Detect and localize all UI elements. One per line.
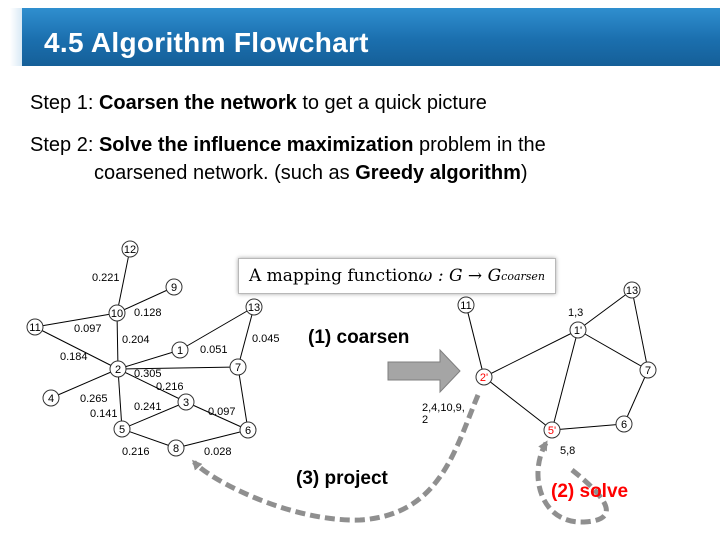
graph-node — [178, 394, 194, 410]
graph-node — [230, 359, 246, 375]
node-label: 7 — [234, 362, 242, 374]
node-label: 13 — [625, 285, 639, 297]
node-label: 13 — [247, 302, 261, 314]
coarse-node — [624, 282, 640, 298]
node-label: 11 — [29, 322, 41, 334]
step-1-prefix: Step 1: — [30, 92, 99, 114]
step-1-bold: Coarsen the network — [98, 92, 297, 114]
node-label: 6 — [244, 425, 252, 437]
edge-7-6 — [238, 367, 248, 430]
graph-node — [43, 390, 59, 406]
node-label: 8 — [172, 443, 180, 455]
edge-weight-label: 0.028 — [204, 446, 232, 458]
graph-node — [27, 319, 43, 335]
edge-weight-label: 0.216 — [122, 446, 150, 458]
node-label: 10 — [110, 308, 124, 320]
group-label-cont: 2 — [422, 414, 429, 426]
edge-weight-label: 0.141 — [90, 408, 118, 420]
graph-node — [240, 422, 256, 438]
step-2-bold: Solve the influence maximization — [98, 134, 414, 156]
coarsen-arrow — [388, 350, 460, 392]
node-label: 7 — [644, 365, 652, 377]
node-label: 6 — [620, 419, 628, 431]
edge-weight-label: 0.305 — [134, 368, 162, 380]
graph-node — [168, 440, 184, 456]
edge-weight-label: 0.045 — [252, 333, 280, 345]
node-label: 1' — [573, 325, 583, 337]
solve-label: (2) solve — [551, 481, 629, 502]
node-label: 9 — [170, 282, 178, 294]
slide-title: 4.5 Algorithm Flowchart — [44, 27, 369, 58]
edge-weight-label: 0.051 — [200, 344, 228, 356]
graph-node — [110, 361, 126, 377]
edge-weight-label: 0.241 — [134, 401, 162, 413]
coarse-node — [640, 362, 656, 378]
node-label: 2 — [114, 364, 122, 376]
graph-node — [109, 305, 125, 321]
node-label: 2' — [479, 372, 489, 384]
mapping-formula: ω : G → G — [418, 266, 502, 286]
node-label: 4 — [47, 393, 55, 405]
coarsened-graph-nodes — [458, 282, 656, 438]
edge-weight-label: 0.097 — [208, 406, 236, 418]
edge-c2-c5 — [484, 377, 552, 430]
edge-weight-label: 0.184 — [60, 351, 88, 363]
node-label: 12 — [123, 244, 137, 256]
edge-c11-c2 — [466, 305, 484, 377]
edge-c5-c6 — [552, 424, 624, 430]
step-2-suffix: problem in the — [413, 134, 546, 156]
coarse-node — [476, 369, 492, 385]
graph-node — [172, 342, 188, 358]
edge-weight-label: 0.216 — [156, 381, 184, 393]
edge-c1-c5 — [552, 330, 578, 430]
edge-weight-label: 0.128 — [134, 307, 162, 319]
edge-2-5 — [118, 369, 122, 429]
edge-c1-c7 — [578, 330, 648, 370]
edge-c13-c1 — [578, 290, 632, 330]
edge-c13-c7 — [632, 290, 648, 370]
coarse-node — [544, 422, 560, 438]
edge-c7-c6 — [624, 370, 648, 424]
graph-node — [246, 299, 262, 315]
edge-2-1 — [118, 350, 180, 369]
coarse-node — [570, 322, 586, 338]
node-label: 5 — [118, 424, 126, 436]
node-label: 11 — [460, 300, 472, 312]
coarse-node — [458, 297, 474, 313]
coarsen-label: (1) coarsen — [308, 327, 410, 348]
step-1-suffix: to get a quick picture — [296, 92, 487, 114]
edge-weight-label: 0.204 — [122, 334, 150, 346]
mapping-lead: A mapping function — [249, 266, 419, 286]
graph-node — [114, 421, 130, 437]
graph-node — [122, 241, 138, 257]
group-label: 5,8 — [560, 445, 576, 457]
project-label: (3) project — [296, 468, 388, 489]
step-2-line2-suffix: ) — [520, 162, 528, 184]
group-label: 2,4,10,9, — [422, 402, 465, 414]
edge-weight-label: 0.265 — [80, 393, 108, 405]
group-label: 1,3 — [568, 307, 584, 319]
coarse-node — [616, 416, 632, 432]
step-2-prefix: Step 2: — [30, 134, 99, 156]
coarsened-graph-edges — [466, 290, 648, 430]
node-label: 5' — [547, 425, 557, 437]
edge-weight-label: 0.097 — [74, 323, 102, 335]
graph-node — [166, 279, 182, 295]
mapping-function-box — [238, 258, 556, 294]
node-label: 3 — [182, 397, 190, 409]
edge-weight-label: 0.221 — [92, 272, 120, 284]
mapping-subscript: coarsen — [501, 269, 545, 283]
node-label: 1 — [176, 345, 184, 357]
edge-c1-c2 — [484, 330, 578, 377]
step-2-line2-bold: Greedy algorithm — [355, 162, 521, 184]
step-2-line2-prefix: coarsened network. (such as — [94, 162, 356, 184]
